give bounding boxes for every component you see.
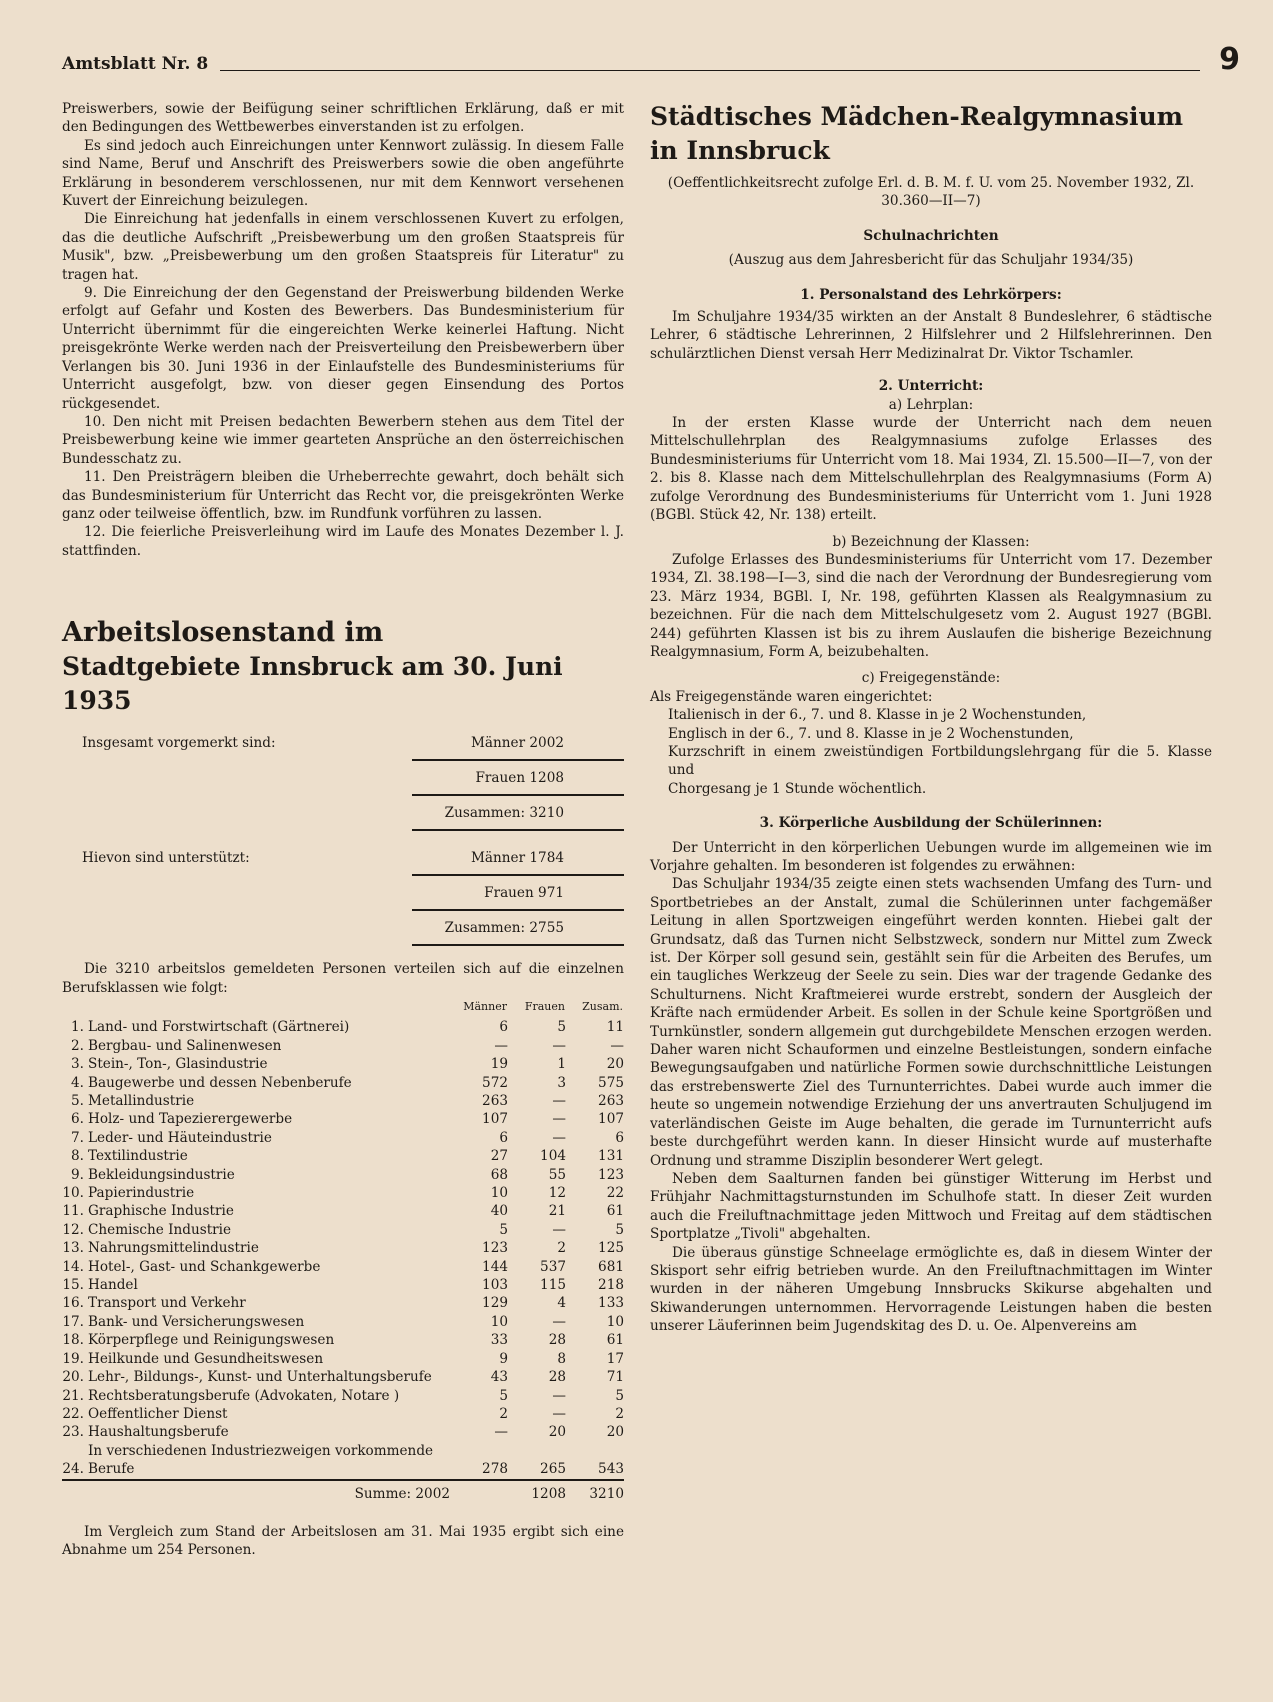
- row-men: 68: [490, 1166, 508, 1183]
- registered-men: Männer 2002: [471, 735, 564, 752]
- sum-total: 3210: [566, 1480, 624, 1503]
- section2a-head: a) Lehrplan:: [888, 396, 974, 413]
- table-row: [62, 1442, 624, 1480]
- row-women: 28: [548, 1369, 566, 1386]
- table-row: [62, 1055, 624, 1073]
- col-total: Zusam.: [582, 999, 623, 1013]
- sum-row: [62, 1480, 624, 1503]
- table-row: [62, 1092, 624, 1110]
- comparison-text: Im Vergleich zum Stand der Arbeitslosen am 31. Mai 1935 ergibt sich eine Abnahme um 254 Personen.: [62, 1523, 624, 1559]
- section2b-text: Zufolge Erlasses des Bundesministeriums für Unterricht vom 17. Dezember 1934, Zl. 38.198—I—3, sind die nach der Verordnung der Bundesregierung vom 23. März 1934, BGBl. I, Nr. 198, geführten Klassen als Realgymnasium zu bezeichnen. Für die nach dem Mittelschulgesetz vom 2. August 1927 (BGBl. 244) geführten Klassen ist bis zu ihrem Auslaufen die bisherige Bezeichnung Realgymnasium, Form A, beizubehalten.: [650, 551, 1212, 660]
- row-women: —: [552, 1405, 566, 1422]
- col-women: Frauen: [524, 999, 565, 1013]
- row-men: 10: [490, 1185, 508, 1202]
- row-number: 1.: [71, 1019, 84, 1036]
- table-row: [62, 1405, 624, 1423]
- table-row: [62, 1350, 624, 1368]
- distribution-intro: Die 3210 arbeitslos gemeldeten Personen verteilen sich auf die einzelnen Berufsklassen wie folgt:: [62, 961, 624, 996]
- row-occupation: Bank- und Versicherungswesen: [88, 1313, 305, 1330]
- table-row: [62, 1294, 624, 1312]
- table-row: [62, 1276, 624, 1294]
- row-women: 20: [548, 1424, 566, 1441]
- row-women: 115: [540, 1277, 566, 1294]
- row-total: 681: [598, 1258, 624, 1275]
- row-number: 12.: [62, 1221, 84, 1238]
- row-total: 17: [606, 1350, 624, 1367]
- row-occupation: In verschiedenen Industriezweigen vorkommende Berufe: [88, 1442, 434, 1478]
- unemployment-title-line2: Stadtgebiete Innsbruck am 30. Juni 1935: [62, 652, 563, 716]
- table-row: [62, 1258, 624, 1276]
- registered-totals: [62, 726, 624, 831]
- row-occupation: Handel: [88, 1277, 138, 1294]
- row-number: 9.: [71, 1166, 84, 1183]
- row-women: —: [552, 1387, 566, 1404]
- table-row: [62, 1129, 624, 1147]
- table-row: [62, 1239, 624, 1257]
- row-men: —: [494, 1424, 508, 1441]
- row-total: 263: [598, 1093, 624, 1109]
- row-men: 43: [490, 1369, 508, 1386]
- row-total: 2: [615, 1405, 624, 1422]
- row-men: 129: [482, 1295, 508, 1312]
- row-men: 123: [482, 1240, 508, 1257]
- table-row: [62, 1147, 624, 1165]
- row-total: 61: [606, 1203, 624, 1220]
- row-total: 6: [615, 1129, 624, 1146]
- free-subject-item: Englisch in der 6., 7. und 8. Klasse in je 2 Wochenstunden,: [668, 725, 1074, 742]
- row-women: 21: [548, 1203, 566, 1220]
- row-occupation: Textilindustrie: [88, 1148, 188, 1165]
- registered-total: Zusammen: 3210: [444, 805, 564, 822]
- table-row: [62, 1184, 624, 1202]
- registered-label: Insgesamt vorgemerkt sind:: [82, 735, 276, 752]
- row-men: 144: [482, 1258, 508, 1275]
- row-women: 1: [557, 1056, 566, 1073]
- row-number: 14.: [62, 1258, 84, 1275]
- row-total: 61: [606, 1332, 624, 1349]
- row-number: 17.: [62, 1313, 84, 1330]
- row-men: 27: [490, 1148, 508, 1165]
- section2c-intro: Als Freigegenstände waren eingerichtet:: [650, 688, 933, 705]
- row-women: 537: [540, 1258, 566, 1275]
- row-number: 16.: [62, 1295, 84, 1312]
- row-number: 20.: [62, 1369, 84, 1386]
- row-men: 2: [499, 1405, 508, 1422]
- school-news-head: Schulnachrichten: [863, 227, 999, 244]
- row-occupation: Bergbau- und Salinenwesen: [88, 1037, 282, 1054]
- row-occupation: Land- und Forstwirtschaft (Gärtnerei): [88, 1019, 350, 1036]
- row-men: 40: [490, 1203, 508, 1220]
- row-number: 7.: [71, 1129, 84, 1146]
- row-women: 4: [557, 1295, 566, 1312]
- row-women: 12: [548, 1185, 566, 1202]
- row-men: 33: [490, 1332, 508, 1349]
- row-occupation: Graphische Industrie: [88, 1203, 234, 1220]
- table-row: [62, 1110, 624, 1128]
- row-women: —: [552, 1037, 566, 1054]
- row-men: 107: [482, 1111, 508, 1128]
- row-men: 9: [499, 1350, 508, 1367]
- row-occupation: Haushaltungsberufe: [88, 1424, 229, 1441]
- row-women: —: [552, 1093, 566, 1109]
- section2a-text: In der ersten Klasse wurde der Unterricht nach dem neuen Mittelschullehrplan des Realgymnasiums zufolge Erlasses des Bundesministeriums für Unterricht vom 18. Mai 1934, Zl. 15.500—II—7, von der 2. bis 8. Klasse nach dem Mittelschullehrplan des Realgymnasiums (Form A) zufolge Verordnung des Bundesministeriums für Unterricht vom 1. Juni 1928 (BGBl. Stück 42, Nr. 138) erteilt.: [650, 415, 1212, 524]
- table-row: [62, 1387, 624, 1405]
- row-total: 10: [606, 1313, 624, 1330]
- row-number: 6.: [71, 1111, 84, 1128]
- row-women: 5: [557, 1019, 566, 1036]
- table-row: [62, 1037, 624, 1055]
- section2b-head: b) Bezeichnung der Klassen:: [832, 533, 1030, 550]
- row-women: —: [552, 1129, 566, 1146]
- school-title-line2: in Innsbruck: [650, 136, 830, 165]
- section1-text: Im Schuljahre 1934/35 wirkten an der Anstalt 8 Bundeslehrer, 6 städtische Lehrer, 6 städtische Lehrerinnen, 2 Hilfslehrer und 2 Hilfslehrerinnen. Den schulärztlichen Dienst versah Herr Medizinalrat Dr. Viktor Tschamler.: [650, 309, 1212, 362]
- row-occupation: Leder- und Häuteindustrie: [88, 1129, 272, 1146]
- section3-paragraph: Das Schuljahr 1934/35 zeigte einen stets wachsenden Umfang des Turn- und Sportbetriebes an der Anstalt, zumal die Schülerinnen unter fachgemäßer Leitung in allen Sportzweigen eingeführt werden konnten. Hiebei galt der Grundsatz, daß das Turnen nicht Selbstzweck, sondern nur Mittel zum Zweck ist. Der Körper soll gesund sein, gestählt sein für die Arbeiten des Berufes, um ein taugliches Werkzeug der Seele zu sein. Dies war der tragende Gedanke des Schulturnens. Nicht Kraftmeierei wurde erstrebt, sondern der Ausgleich der Kräfte nach ermüdender Arbeit. Es sollen in der Schule keine Sportgrößen und Turnkünstler, sondern allgemein gut durchgebildete Menschen erzogen werden. Daher waren nicht Schauformen und einzelne Bestleistungen, sondern einfache Bewegungsaufgaben und natürliche Formen sowie durchschnittliche Leistungen das erstrebenswerte Ziel des Turnunterrichtes. Dabei wurde auch immer die heute so ungemein notwendige Erziehung der uns anvertrauten Schuljugend im vaterländischen Geiste im Auge behalten, die gerade im Turnunterricht aufs beste durchgeführt werden kann. In dieser Hinsicht wurde auf musterhafte Ordnung und stramme Disziplin besonderer Wert gelegt.: [650, 876, 1212, 1169]
- school-news-sub: (Auszug aus dem Jahresbericht für das Schuljahr 1934/35): [728, 252, 1134, 269]
- intro-paragraph: 9. Die Einreichung der den Gegenstand der Preiswerbung bildenden Werke erfolgt auf Gefahr und Kosten des Bewerbers. Das Bundesministerium für Unterricht übernimmt für die eingereichten Werke keinerlei Haftung. Nicht preisgekrönte Werke werden nach der Preisverteilung den Preisbewerbern über Verlangen bis 30. Juni 1936 in der Einlaufstelle des Bundesministeriums für Unterricht ausgefolgt, bzw. von dieser gegen Einsendung des Portos rückgesendet.: [62, 285, 624, 412]
- row-total: 218: [598, 1277, 624, 1294]
- row-men: 6: [499, 1129, 508, 1146]
- row-total: 22: [606, 1185, 624, 1202]
- table-row: [62, 1074, 624, 1092]
- page-header: [62, 42, 1240, 82]
- row-number: 8.: [71, 1148, 84, 1165]
- free-subjects-list: [650, 706, 1212, 798]
- row-total: 543: [598, 1461, 624, 1478]
- page-number: 9: [1219, 42, 1240, 77]
- row-number: 5.: [71, 1093, 84, 1109]
- table-row: [62, 1202, 624, 1220]
- row-men: 572: [482, 1074, 508, 1091]
- row-women: 3: [557, 1074, 566, 1091]
- row-total: 71: [606, 1369, 624, 1386]
- right-column: [650, 100, 1212, 1336]
- table-row: [62, 1331, 624, 1349]
- row-total: 575: [598, 1074, 624, 1091]
- supported-totals: [62, 841, 624, 946]
- supported-label: Hievon sind unterstützt:: [82, 850, 250, 867]
- row-occupation: Chemische Industrie: [88, 1221, 232, 1238]
- sum-label: Summe: 2002: [88, 1480, 450, 1503]
- table-row: [62, 1423, 624, 1441]
- free-subject-item: Chorgesang je 1 Stunde wöchentlich.: [668, 780, 927, 797]
- row-women: 2: [557, 1240, 566, 1257]
- table-row: [62, 1221, 624, 1239]
- row-occupation: Lehr-, Bildungs-, Kunst- und Unterhaltungsberufe: [88, 1369, 432, 1386]
- row-total: 5: [615, 1387, 624, 1404]
- intro-paragraph: 11. Den Preisträgern bleiben die Urheberrechte gewahrt, doch behält sich das Bundesministerium für Unterricht das Recht vor, die preisgekrönten Werke ganz oder teilweise öffentlich, bzw. im Rundfunk vorführen zu lassen.: [62, 469, 624, 522]
- school-subtitle: (Oeffentlichkeitsrecht zufolge Erl. d. B. M. f. U. vom 25. November 1932, Zl. 30.360—II—7): [667, 175, 1195, 210]
- row-number: 11.: [62, 1203, 84, 1220]
- row-total: 11: [606, 1019, 624, 1036]
- row-men: 5: [499, 1387, 508, 1404]
- row-total: 133: [598, 1295, 624, 1312]
- school-title-line1: Städtisches Mädchen-Realgymnasium: [650, 102, 1184, 131]
- row-occupation: Transport und Verkehr: [88, 1295, 246, 1312]
- table-row: [62, 1368, 624, 1386]
- col-men: Männer: [463, 999, 507, 1013]
- row-total: 107: [598, 1111, 624, 1128]
- intro-paragraph: 12. Die feierliche Preisverleihung wird im Laufe des Monates Dezember l. J. stattfinden.: [62, 524, 624, 559]
- table-row: [62, 1166, 624, 1184]
- row-occupation: Metallindustrie: [88, 1093, 195, 1109]
- row-number: 21.: [62, 1387, 84, 1404]
- row-number: 4.: [71, 1074, 84, 1091]
- row-number: 23.: [62, 1424, 84, 1441]
- row-men: 5: [499, 1221, 508, 1238]
- intro-paragraph: Die Einreichung hat jedenfalls in einem verschlossenen Kuvert zu erfolgen, das die deutliche Aufschrift „Preisbewerbung um den großen Staatspreis für Musik", bzw. „Preisbewerbung um den großen Staatspreis für Literatur" zu tragen hat.: [62, 211, 624, 283]
- row-number: 22.: [62, 1405, 84, 1422]
- publication-label: Amtsblatt Nr. 8: [62, 54, 209, 74]
- row-number: 13.: [62, 1240, 84, 1257]
- row-men: 103: [482, 1277, 508, 1294]
- row-women: 265: [540, 1461, 566, 1478]
- table-row: [62, 1018, 624, 1036]
- section2-head: 2. Unterricht:: [878, 378, 984, 395]
- section1-head: 1. Personalstand des Lehrkörpers:: [800, 286, 1062, 303]
- row-men: 278: [482, 1461, 508, 1478]
- row-occupation: Körperpflege und Reinigungswesen: [88, 1332, 335, 1349]
- section3-head: 3. Körperliche Ausbildung der Schülerinnen:: [759, 815, 1103, 832]
- row-occupation: Heilkunde und Gesundheitswesen: [88, 1350, 324, 1367]
- unemployment-title-line1: Arbeitslosenstand im: [62, 617, 384, 649]
- intro-paragraph: Es sind jedoch auch Einreichungen unter Kennwort zulässig. In diesem Falle sind Name, Beruf und Anschrift des Preiswerbers sowie die oben angeführte Erklärung in besonderem verschlossenen, nur mit dem Kennwort versehenen Kuvert der Einreichung beizulegen.: [62, 137, 624, 210]
- occupation-table: [62, 997, 624, 1503]
- row-number: 24.: [62, 1461, 84, 1478]
- row-occupation: Holz- und Tapezierergewerbe: [88, 1111, 293, 1128]
- row-number: 10.: [62, 1185, 84, 1202]
- row-women: 8: [557, 1350, 566, 1367]
- row-men: 263: [482, 1093, 508, 1109]
- row-total: —: [610, 1037, 624, 1054]
- header-rule: [220, 70, 1200, 71]
- section2c-head: c) Freigegenstände:: [861, 670, 1001, 687]
- left-column: [62, 100, 624, 1560]
- intro-paragraph: 10. Den nicht mit Preisen bedachten Bewerbern stehen aus dem Titel der Preisbewerbung keine wie immer gearteten Ansprüche an den österreichischen Bundesschatz zu.: [62, 413, 624, 467]
- row-occupation: Oeffentlicher Dienst: [88, 1405, 228, 1422]
- row-total: 20: [606, 1424, 624, 1441]
- intro-paragraph: Preiswerbers, sowie der Beifügung seiner schriftlichen Erklärung, daß er mit den Bedingungen des Wettbewerbes einverstanden ist zu erfolgen.: [62, 101, 624, 136]
- row-occupation: Baugewerbe und dessen Nebenberufe: [88, 1074, 352, 1091]
- section3-paragraph: Neben dem Saalturnen fanden bei günstiger Witterung im Herbst und Frühjahr Nachmittagsturnstunden im Schulhofe statt. In dieser Zeit wurden auch die Freiluftnachmittage jeden Mittwoch und Freitag auf dem städtischen Sportplatze „Tivoli" abgehalten.: [650, 1170, 1212, 1243]
- section3-paragraph: Der Unterricht in den körperlichen Uebungen wurde im allgemeinen wie im Vorjahre gehalten. Im besonderen ist folgendes zu erwähnen:: [650, 839, 1212, 874]
- row-occupation: Papierindustrie: [88, 1185, 195, 1202]
- free-subject-item: Kurzschrift in einem zweistündigen Fortbildungslehrgang für die 5. Klasse und: [668, 743, 1212, 779]
- row-women: —: [552, 1221, 566, 1238]
- supported-men: Männer 1784: [471, 850, 564, 867]
- row-total: 20: [606, 1056, 624, 1073]
- row-number: 3.: [71, 1056, 84, 1073]
- row-occupation: Stein-, Ton-, Glasindustrie: [88, 1056, 268, 1073]
- row-occupation: Rechtsberatungsberufe (Advokaten, Notare ): [88, 1387, 400, 1404]
- row-women: 28: [548, 1332, 566, 1349]
- row-occupation: Nahrungsmittelindustrie: [88, 1240, 259, 1257]
- row-occupation: Hotel-, Gast- und Schankgewerbe: [88, 1258, 321, 1275]
- sum-women: 1208: [508, 1480, 566, 1503]
- row-men: —: [494, 1037, 508, 1054]
- supported-total: Zusammen: 2755: [444, 920, 564, 937]
- table-row: [62, 1313, 624, 1331]
- row-men: 10: [490, 1313, 508, 1330]
- row-number: 2.: [71, 1037, 84, 1054]
- row-men: 19: [490, 1056, 508, 1073]
- row-number: 15.: [62, 1277, 84, 1294]
- row-number: 19.: [62, 1350, 84, 1367]
- row-number: 18.: [62, 1332, 84, 1349]
- registered-women: Frauen 1208: [475, 770, 564, 787]
- row-total: 131: [598, 1148, 624, 1165]
- section3-paragraph: Die überaus günstige Schneelage ermöglichte es, daß in diesem Winter der Skisport sehr eifrig betrieben wurde. An den Freiluftnachmittagen im Winter wurden in der näheren Umgebung Innsbrucks Skikurse abgehalten und Skiwanderungen unternommen. Hervorragende Leistungen haben die besten unserer Läuferinnen beim Jugendskitag des D. u. Oe. Alpenvereins am: [650, 1244, 1212, 1335]
- row-men: 6: [499, 1019, 508, 1036]
- row-total: 125: [598, 1240, 624, 1257]
- row-women: —: [552, 1111, 566, 1128]
- free-subject-item: Italienisch in der 6., 7. und 8. Klasse in je 2 Wochenstunden,: [668, 707, 1087, 724]
- row-women: 55: [548, 1166, 566, 1183]
- supported-women: Frauen 971: [484, 885, 564, 902]
- row-women: —: [552, 1313, 566, 1330]
- row-total: 5: [615, 1221, 624, 1238]
- row-total: 123: [598, 1166, 624, 1183]
- row-women: 104: [540, 1148, 566, 1165]
- row-occupation: Bekleidungsindustrie: [88, 1166, 235, 1183]
